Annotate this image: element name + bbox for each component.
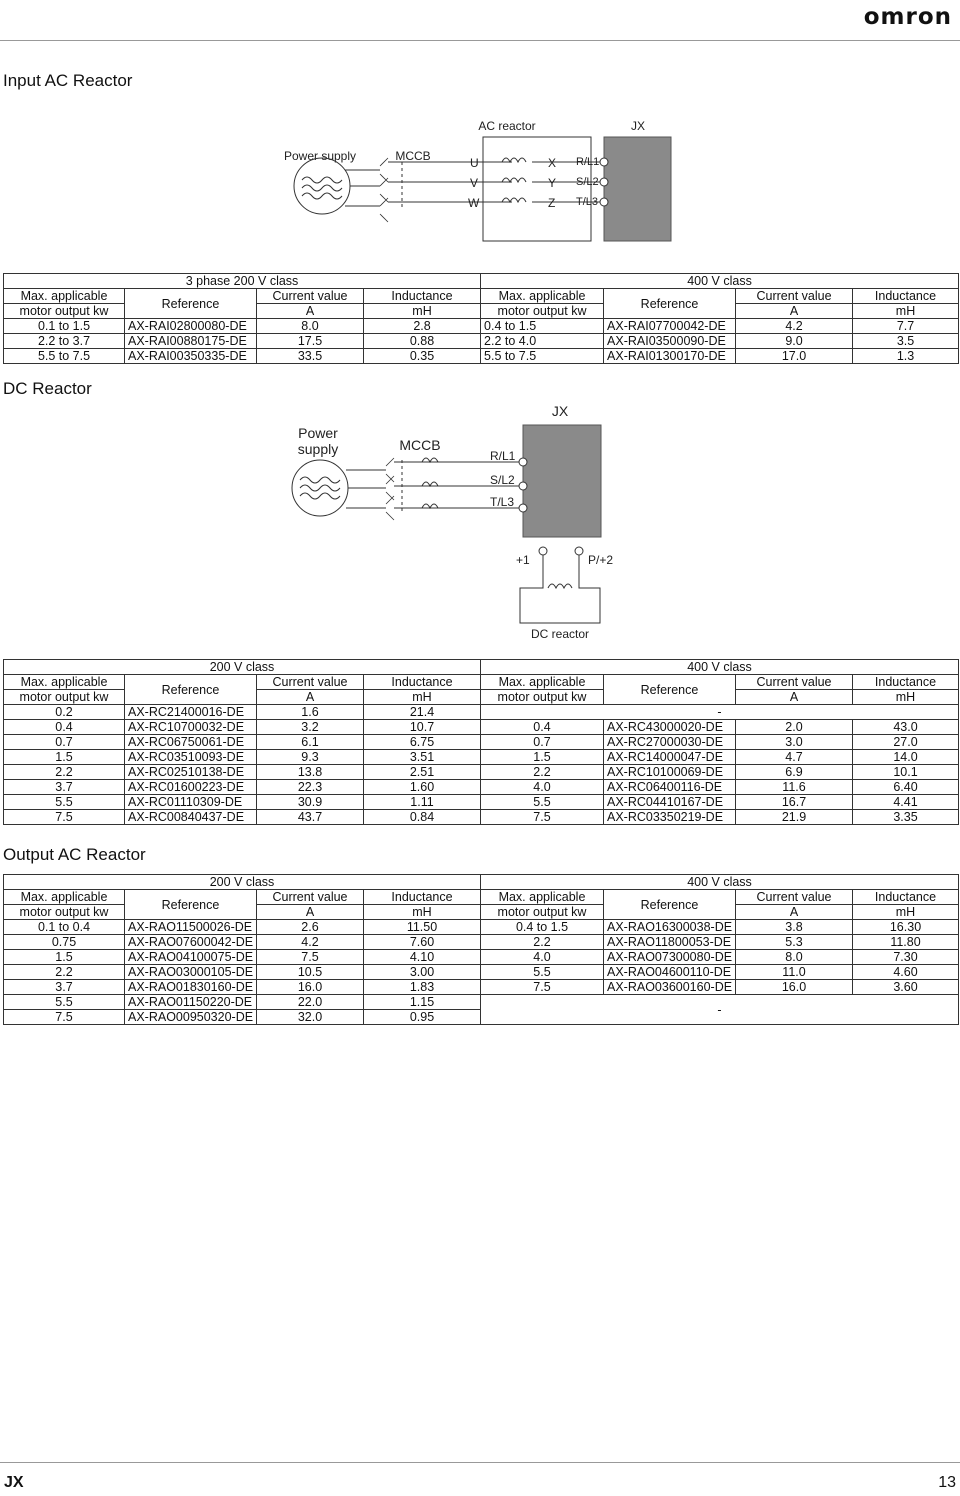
- table-cell: 3.8: [736, 920, 853, 935]
- col-unit-a: A: [736, 690, 853, 705]
- table-row: [4, 980, 959, 995]
- table-cell: 0.84: [364, 810, 481, 825]
- table-cell: 3.2: [257, 720, 364, 735]
- table-cell: 22.3: [257, 780, 364, 795]
- table-cell: 16.7: [736, 795, 853, 810]
- power-supply-label: Power supply: [283, 149, 357, 163]
- jx-inverter-block: [523, 425, 601, 537]
- table-cell: 3.00: [364, 965, 481, 980]
- page-number: 13: [938, 1474, 956, 1491]
- col-unit-a: A: [257, 905, 364, 920]
- terminal-tl3: T/L3: [576, 196, 599, 208]
- table-cell: AX-RC06400116-DE: [604, 780, 736, 795]
- terminal-u: U: [470, 156, 479, 170]
- table-cell: 6.1: [257, 735, 364, 750]
- table-cell: 8.0: [257, 319, 364, 334]
- table-cell: 0.1 to 1.5: [4, 319, 125, 334]
- table-row: [4, 319, 959, 334]
- table-cell: 5.5: [481, 965, 604, 980]
- table-cell: 9.0: [736, 334, 853, 349]
- table-cell: 2.8: [364, 319, 481, 334]
- col-inductance: Inductance: [364, 675, 481, 690]
- col-inductance: Inductance: [853, 890, 959, 905]
- table-cell: 16.0: [736, 980, 853, 995]
- terminal-w: W: [468, 196, 480, 210]
- table-row: [4, 765, 959, 780]
- table-cell: 2.0: [736, 720, 853, 735]
- table-row: [4, 995, 959, 1010]
- table-cell: 1.5: [4, 950, 125, 965]
- col-max-applicable: Max. applicable: [4, 675, 125, 690]
- table-cell: AX-RC02510138-DE: [125, 765, 257, 780]
- table-cell: 2.2 to 4.0: [481, 334, 604, 349]
- col-unit-a: A: [736, 304, 853, 319]
- table-cell: AX-RAO03000105-DE: [125, 965, 257, 980]
- table-cell: 4.10: [364, 950, 481, 965]
- col-reference: Reference: [125, 890, 257, 920]
- table-cell: 10.5: [257, 965, 364, 980]
- terminal-y: Y: [548, 176, 557, 190]
- table-cell: 7.5: [257, 950, 364, 965]
- table-cell: 0.75: [4, 935, 125, 950]
- col-inductance: Inductance: [364, 289, 481, 304]
- table-cell: 7.7: [853, 319, 959, 334]
- table-cell: 6.40: [853, 780, 959, 795]
- table-cell: AX-RAO01150220-DE: [125, 995, 257, 1010]
- table-cell: 2.2: [4, 965, 125, 980]
- table-cell: 4.7: [736, 750, 853, 765]
- table-cell: 27.0: [853, 735, 959, 750]
- table-cell: AX-RAI00880175-DE: [125, 334, 257, 349]
- col-motor-output: motor output kw: [481, 690, 604, 705]
- col-unit-a: A: [257, 690, 364, 705]
- table-cell: 0.88: [364, 334, 481, 349]
- table-cell: 10.1: [853, 765, 959, 780]
- table-cell: 16.0: [257, 980, 364, 995]
- col-current: Current value: [257, 675, 364, 690]
- class-400-header: 400 V class: [481, 274, 959, 289]
- table-cell: 13.8: [257, 765, 364, 780]
- table-cell: 3.0: [736, 735, 853, 750]
- table-cell: AX-RC01110309-DE: [125, 795, 257, 810]
- jx-label: JX: [551, 403, 569, 419]
- table-cell: 1.5: [4, 750, 125, 765]
- table-cell: 10.7: [364, 720, 481, 735]
- table-cell: AX-RAO04100075-DE: [125, 950, 257, 965]
- table-cell: 32.0: [257, 1010, 364, 1025]
- table-cell: 7.5: [481, 980, 604, 995]
- table-cell: 6.75: [364, 735, 481, 750]
- table-cell: 1.83: [364, 980, 481, 995]
- table-cell: 2.2: [481, 765, 604, 780]
- table-cell: 3.51: [364, 750, 481, 765]
- terminal-rl1: R/L1: [490, 449, 516, 463]
- table-cell: 0.95: [364, 1010, 481, 1025]
- table-row: [4, 780, 959, 795]
- table-cell: AX-RAO11500026-DE: [125, 920, 257, 935]
- mccb-label: MCCB: [399, 437, 441, 453]
- col-unit-mh: mH: [364, 304, 481, 319]
- table-row: [4, 920, 959, 935]
- col-max-applicable: Max. applicable: [4, 890, 125, 905]
- table-cell: AX-RC00840437-DE: [125, 810, 257, 825]
- col-motor-output: motor output kw: [481, 905, 604, 920]
- col-max-applicable: Max. applicable: [481, 289, 604, 304]
- class-200-header: 200 V class: [4, 660, 481, 675]
- col-unit-mh: mH: [364, 690, 481, 705]
- mccb-label: MCCB: [395, 149, 431, 163]
- table-cell: AX-RAO07600042-DE: [125, 935, 257, 950]
- col-inductance: Inductance: [853, 289, 959, 304]
- table-cell: 4.0: [481, 780, 604, 795]
- table-cell: 2.6: [257, 920, 364, 935]
- col-max-applicable: Max. applicable: [481, 675, 604, 690]
- table-cell: 0.7: [481, 735, 604, 750]
- input-ac-wiring-diagram: [0, 110, 960, 245]
- ac-reactor-box: [483, 137, 591, 241]
- table-cell: 3.7: [4, 980, 125, 995]
- table-cell-dash: -: [481, 705, 959, 720]
- table-row: [4, 750, 959, 765]
- table-cell: 0.7: [4, 735, 125, 750]
- table-cell: 5.3: [736, 935, 853, 950]
- table-cell: 1.60: [364, 780, 481, 795]
- col-current: Current value: [736, 675, 853, 690]
- table-cell: AX-RAI01300170-DE: [604, 349, 736, 364]
- col-current: Current value: [257, 890, 364, 905]
- table-cell: 1.5: [481, 750, 604, 765]
- table-cell: 16.30: [853, 920, 959, 935]
- table-cell: 22.0: [257, 995, 364, 1010]
- table-cell: AX-RC21400016-DE: [125, 705, 257, 720]
- class-400-header: 400 V class: [481, 875, 959, 890]
- table-cell: 17.0: [736, 349, 853, 364]
- table-cell: AX-RC04410167-DE: [604, 795, 736, 810]
- table-cell-dash: -: [481, 995, 959, 1025]
- table-cell: AX-RAO04600110-DE: [604, 965, 736, 980]
- table-cell: AX-RC01600223-DE: [125, 780, 257, 795]
- table-cell: 1.6: [257, 705, 364, 720]
- table-cell: 1.15: [364, 995, 481, 1010]
- power-source-symbol: [294, 158, 350, 214]
- table-row: [4, 349, 959, 364]
- col-motor-output: motor output kw: [4, 690, 125, 705]
- table-cell: 17.5: [257, 334, 364, 349]
- col-reference: Reference: [125, 289, 257, 319]
- col-max-applicable: Max. applicable: [481, 890, 604, 905]
- table-cell: AX-RAO07300080-DE: [604, 950, 736, 965]
- section-title-output-ac: Output AC Reactor: [3, 845, 146, 864]
- table-row: [4, 705, 959, 720]
- table-cell: 5.5: [4, 995, 125, 1010]
- table-cell: 1.3: [853, 349, 959, 364]
- terminal-z: Z: [548, 196, 556, 210]
- col-reference: Reference: [604, 675, 736, 705]
- col-unit-a: A: [736, 905, 853, 920]
- footer-rule: [0, 1462, 960, 1463]
- table-cell: 3.5: [853, 334, 959, 349]
- table-cell: 5.5: [481, 795, 604, 810]
- table-cell: AX-RAO01830160-DE: [125, 980, 257, 995]
- jx-label: JX: [630, 119, 646, 133]
- table-cell: 33.5: [257, 349, 364, 364]
- table-row: [4, 810, 959, 825]
- output-ac-reactor-table: [3, 874, 959, 1025]
- col-unit-a: A: [257, 304, 364, 319]
- table-cell: 5.5 to 7.5: [4, 349, 125, 364]
- col-unit-mh: mH: [853, 304, 959, 319]
- col-reference: Reference: [125, 675, 257, 705]
- table-cell: 0.1 to 0.4: [4, 920, 125, 935]
- table-cell: 0.4: [4, 720, 125, 735]
- table-cell: 3.7: [4, 780, 125, 795]
- table-cell: 2.2 to 3.7: [4, 334, 125, 349]
- table-cell: 4.0: [481, 950, 604, 965]
- table-cell: 21.9: [736, 810, 853, 825]
- col-reference: Reference: [604, 289, 736, 319]
- table-cell: 4.41: [853, 795, 959, 810]
- terminal-p2: P/+2: [588, 553, 614, 567]
- table-cell: 0.4 to 1.5: [481, 319, 604, 334]
- class-200-header: 200 V class: [4, 875, 481, 890]
- header-rule: [0, 40, 960, 41]
- section-title-dc: DC Reactor: [3, 379, 92, 398]
- table-cell: 4.2: [736, 319, 853, 334]
- table-cell: 2.2: [4, 765, 125, 780]
- table-cell: AX-RAI07700042-DE: [604, 319, 736, 334]
- table-cell: AX-RC27000030-DE: [604, 735, 736, 750]
- table-cell: 2.51: [364, 765, 481, 780]
- col-unit-mh: mH: [364, 905, 481, 920]
- table-cell: 14.0: [853, 750, 959, 765]
- table-cell: AX-RAI02800080-DE: [125, 319, 257, 334]
- table-cell: AX-RC43000020-DE: [604, 720, 736, 735]
- terminal-sl2: S/L2: [490, 473, 515, 487]
- terminal-rl1: R/L1: [576, 156, 600, 168]
- dc-reactor-label: DC reactor: [530, 627, 590, 641]
- table-cell: 7.5: [4, 810, 125, 825]
- table-row: [4, 965, 959, 980]
- table-cell: 4.60: [853, 965, 959, 980]
- table-cell: AX-RAO03600160-DE: [604, 980, 736, 995]
- terminal-x: X: [548, 156, 557, 170]
- table-cell: 1.11: [364, 795, 481, 810]
- col-current: Current value: [257, 289, 364, 304]
- power-label: Power: [298, 425, 338, 441]
- col-motor-output: motor output kw: [4, 905, 125, 920]
- col-unit-mh: mH: [853, 690, 959, 705]
- table-cell: 7.5: [481, 810, 604, 825]
- table-cell: AX-RAO11800053-DE: [604, 935, 736, 950]
- table-row: [4, 735, 959, 750]
- table-cell: AX-RAI03500090-DE: [604, 334, 736, 349]
- class-400-header: 400 V class: [481, 660, 959, 675]
- table-cell: 0.35: [364, 349, 481, 364]
- table-cell: 43.0: [853, 720, 959, 735]
- table-cell: 5.5 to 7.5: [481, 349, 604, 364]
- table-cell: 30.9: [257, 795, 364, 810]
- brand-logo: omron: [863, 4, 952, 30]
- ac-reactor-label: AC reactor: [478, 119, 536, 133]
- dc-reactor-table: [3, 659, 959, 825]
- terminal-tl3: T/L3: [490, 495, 515, 509]
- table-cell: AX-RC03510093-DE: [125, 750, 257, 765]
- col-motor-output: motor output kw: [481, 304, 604, 319]
- col-inductance: Inductance: [853, 675, 959, 690]
- table-cell: AX-RAO16300038-DE: [604, 920, 736, 935]
- col-max-applicable: Max. applicable: [4, 289, 125, 304]
- table-cell: 21.4: [364, 705, 481, 720]
- table-cell: 8.0: [736, 950, 853, 965]
- col-inductance: Inductance: [364, 890, 481, 905]
- table-cell: 11.6: [736, 780, 853, 795]
- supply-label: supply: [297, 441, 339, 457]
- input-ac-reactor-table: [3, 273, 959, 364]
- dc-wiring-diagram: [0, 398, 960, 648]
- table-cell: 7.30: [853, 950, 959, 965]
- footer-product: JX: [4, 1474, 24, 1491]
- col-motor-output: motor output kw: [4, 304, 125, 319]
- table-cell: 0.4: [481, 720, 604, 735]
- table-cell: 6.9: [736, 765, 853, 780]
- class-200-header: 3 phase 200 V class: [4, 274, 481, 289]
- table-row: [4, 795, 959, 810]
- table-row: [4, 334, 959, 349]
- table-cell: AX-RC14000047-DE: [604, 750, 736, 765]
- table-cell: 4.2: [257, 935, 364, 950]
- table-cell: AX-RC10100069-DE: [604, 765, 736, 780]
- col-current: Current value: [736, 890, 853, 905]
- terminal-plus1: +1: [516, 553, 530, 567]
- table-cell: 2.2: [481, 935, 604, 950]
- table-cell: 0.2: [4, 705, 125, 720]
- table-cell: 7.5: [4, 1010, 125, 1025]
- table-cell: AX-RC06750061-DE: [125, 735, 257, 750]
- table-cell: 43.7: [257, 810, 364, 825]
- col-reference: Reference: [604, 890, 736, 920]
- terminal-sl2: S/L2: [576, 176, 599, 188]
- table-row: [4, 950, 959, 965]
- jx-inverter-block: [604, 137, 671, 241]
- table-cell: 11.50: [364, 920, 481, 935]
- table-cell: 5.5: [4, 795, 125, 810]
- terminal-v: V: [470, 176, 479, 190]
- table-cell: 11.0: [736, 965, 853, 980]
- table-cell: AX-RAO00950320-DE: [125, 1010, 257, 1025]
- table-cell: 3.35: [853, 810, 959, 825]
- table-cell: AX-RC10700032-DE: [125, 720, 257, 735]
- table-row: [4, 935, 959, 950]
- table-cell: 7.60: [364, 935, 481, 950]
- table-cell: 11.80: [853, 935, 959, 950]
- table-cell: 3.60: [853, 980, 959, 995]
- col-unit-mh: mH: [853, 905, 959, 920]
- table-cell: 0.4 to 1.5: [481, 920, 604, 935]
- section-title-input-ac: Input AC Reactor: [3, 71, 133, 90]
- table-cell: AX-RC03350219-DE: [604, 810, 736, 825]
- table-cell: AX-RAI00350335-DE: [125, 349, 257, 364]
- col-current: Current value: [736, 289, 853, 304]
- table-cell: 9.3: [257, 750, 364, 765]
- table-row: [4, 720, 959, 735]
